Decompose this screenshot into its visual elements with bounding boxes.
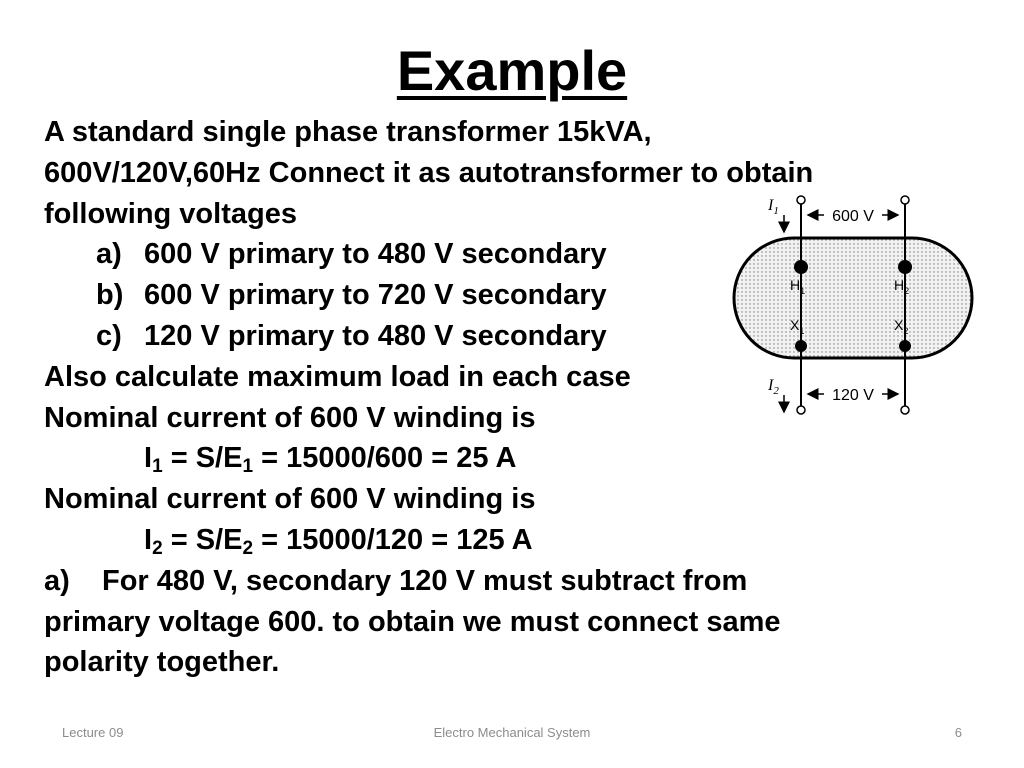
intro-line-2: 600V/120V,60Hz Connect it as autotransformer to obtain [44,156,814,189]
i1-label: $I_1$ [768,197,779,217]
i2-label: $I_2$ [768,377,779,397]
eq-result: = 15000/600 = 25 A [253,442,517,475]
slide-title-text: Example [396,39,628,102]
x2-label: $X_2$ [894,317,909,336]
footer-course-title: Electro Mechanical System [433,725,591,740]
x2-polarity-dot [899,340,911,352]
transformer-diagram [728,190,978,420]
x1-polarity-dot [795,340,807,352]
eq-symbol: I [144,442,153,475]
intro-line-1: A standard single phase transformer 15kVA, [44,116,652,148]
list-item-text: 600 V primary to 720 V secondary [144,279,607,312]
bottom-right-terminal [901,406,909,414]
also-calculate-line: Also calculate maximum load in each case [44,360,631,393]
answer-marker: a) [44,564,70,597]
eq-result: = 15000/120 = 125 A [253,523,533,556]
transformer-core [734,238,972,358]
h1-label: $H_1$ [790,277,806,296]
eq-subscript: 1 [242,456,254,478]
eq-middle: = S/E [162,442,243,475]
nominal-current-line-2: Nominal current of 600 V winding is [44,483,536,516]
list-marker: b) [96,279,124,312]
intro-line-3: following voltages [44,197,297,230]
answer-line-1 [44,561,984,602]
h2-label: $H_2$ [894,277,910,296]
list-marker: c) [96,319,122,352]
nominal-current-line-1: Nominal current of 600 V winding is [44,401,536,434]
slide-title [0,36,1024,106]
footer-lecture: Lecture 09 [62,725,124,740]
answer-text: For 480 V, secondary 120 V must subtract from [102,564,748,597]
bottom-left-terminal [797,406,805,414]
list-item-text: 600 V primary to 480 V secondary [144,238,607,271]
eq-subscript: 2 [152,537,163,559]
eq-symbol: I [144,523,153,556]
answer-line-3: polarity together. [44,646,280,679]
eq-subscript: 2 [242,537,254,559]
top-left-terminal [797,196,805,204]
h2-polarity-dot [898,260,912,274]
top-right-terminal [901,196,909,204]
x1-label: $X_1$ [790,317,805,336]
eq-subscript: 1 [152,456,163,478]
footer-page-number: 6 [954,725,962,740]
eq-middle: = S/E [162,523,243,556]
answer-line-2: primary voltage 600. to obtain we must connect same [44,605,781,638]
equation-2 [44,520,984,561]
list-item-text: 120 V primary to 480 V secondary [144,319,607,352]
list-marker: a) [96,238,122,271]
equation-1 [44,438,984,479]
h1-polarity-dot [794,260,808,274]
bottom-voltage-label: 120 V [832,387,874,404]
top-voltage-label: 600 V [832,208,874,225]
